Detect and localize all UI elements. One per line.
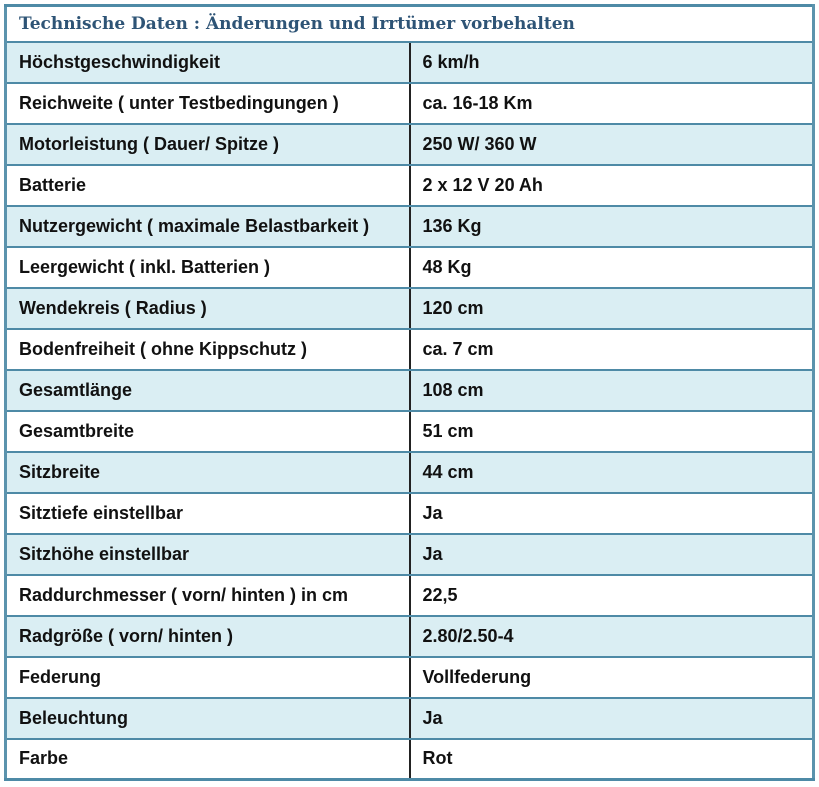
spec-label: Raddurchmesser ( vorn/ hinten ) in cm (6, 575, 410, 616)
table-row (6, 575, 814, 616)
spec-value: 48 Kg (410, 247, 814, 288)
spec-value: 136 Kg (410, 206, 814, 247)
table-row (6, 206, 814, 247)
spec-label: Farbe (6, 739, 410, 780)
spec-value: Ja (410, 493, 814, 534)
table-row (6, 616, 814, 657)
spec-value: 2 x 12 V 20 Ah (410, 165, 814, 206)
spec-label: Sitzhöhe einstellbar (6, 534, 410, 575)
table-row (6, 370, 814, 411)
spec-value: Rot (410, 739, 814, 780)
spec-value: Vollfederung (410, 657, 814, 698)
table-row (6, 411, 814, 452)
table-row (6, 534, 814, 575)
spec-label: Sitzbreite (6, 452, 410, 493)
spec-value: Ja (410, 698, 814, 739)
spec-value: 120 cm (410, 288, 814, 329)
spec-value: ca. 16-18 Km (410, 83, 814, 124)
spec-value: Ja (410, 534, 814, 575)
spec-label: Höchstgeschwindigkeit (6, 42, 410, 83)
spec-value: 6 km/h (410, 42, 814, 83)
spec-label: Bodenfreiheit ( ohne Kippschutz ) (6, 329, 410, 370)
spec-value: 2.80/2.50-4 (410, 616, 814, 657)
table-row (6, 42, 814, 83)
spec-value: ca. 7 cm (410, 329, 814, 370)
spec-label: Reichweite ( unter Testbedingungen ) (6, 83, 410, 124)
spec-label: Nutzergewicht ( maximale Belastbarkeit ) (6, 206, 410, 247)
spec-label: Leergewicht ( inkl. Batterien ) (6, 247, 410, 288)
table-row (6, 493, 814, 534)
table-row (6, 83, 814, 124)
spec-value: 250 W/ 360 W (410, 124, 814, 165)
table-title-row (6, 6, 814, 42)
spec-sheet (4, 4, 815, 783)
table-row (6, 165, 814, 206)
table-title: Technische Daten : Änderungen und Irrtümer vorbehalten (6, 6, 814, 42)
spec-table (4, 4, 815, 781)
spec-label: Wendekreis ( Radius ) (6, 288, 410, 329)
spec-value: 51 cm (410, 411, 814, 452)
table-row (6, 657, 814, 698)
spec-value: 108 cm (410, 370, 814, 411)
table-row (6, 329, 814, 370)
table-row (6, 739, 814, 780)
table-row (6, 247, 814, 288)
spec-value: 44 cm (410, 452, 814, 493)
table-row (6, 452, 814, 493)
spec-value: 22,5 (410, 575, 814, 616)
spec-label: Radgröße ( vorn/ hinten ) (6, 616, 410, 657)
spec-label: Sitztiefe einstellbar (6, 493, 410, 534)
spec-label: Gesamtlänge (6, 370, 410, 411)
spec-label: Batterie (6, 165, 410, 206)
table-row (6, 288, 814, 329)
table-row (6, 124, 814, 165)
spec-label: Beleuchtung (6, 698, 410, 739)
spec-label: Gesamtbreite (6, 411, 410, 452)
table-row (6, 698, 814, 739)
spec-label: Federung (6, 657, 410, 698)
spec-label: Motorleistung ( Dauer/ Spitze ) (6, 124, 410, 165)
